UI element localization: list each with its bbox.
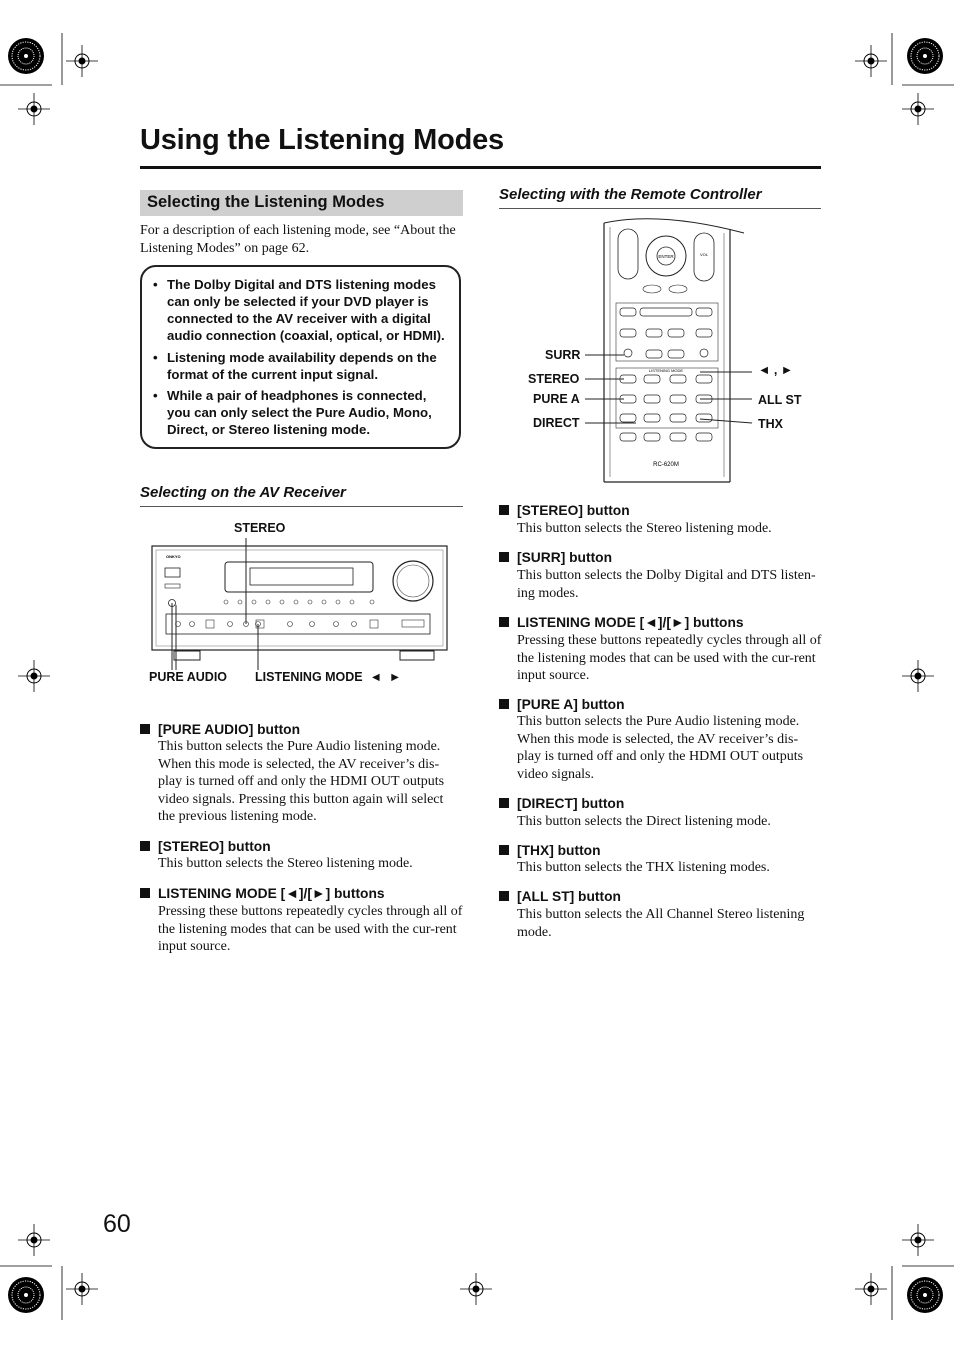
av-receiver-illustration [140,510,470,690]
callout-stereo: STEREO [528,372,580,386]
item-heading: [SURR] button [499,550,612,565]
item-description: This button selects the Dolby Digital and DTS listen-ing modes. [517,568,816,601]
svg-text:ENTER: ENTER [658,254,674,259]
svg-text:LISTENING MODE: LISTENING MODE [648,368,684,373]
item-heading: [PURE AUDIO] button [140,722,300,737]
item-description: Pressing these buttons repeatedly cycles through all of the listening modes that can be used with the cur-rent input source. [158,904,463,954]
item-heading: [THX] button [499,843,601,858]
section-title: Selecting the Listening Modes [147,193,385,211]
item-description: Pressing these buttons repeatedly cycles through all of the listening modes that can be used with the cur-rent input source. [517,633,822,683]
note-item: • While a pair of headphones is connected, you can only select the Pure Audio, Mono, Direct, or Stereo listening mode. [142,387,451,438]
note-item: • Listening mode availability depends on the format of the current input signal. [142,349,451,383]
subheading-rule [140,506,463,507]
callout-thx: THX [758,417,783,431]
intro-text: For a description of each listening mode, see “About the Listening Modes” on page 62. [140,223,456,256]
remote-model-label: RC-620M [653,462,679,468]
note-item: • The Dolby Digital and DTS listening modes can only be selected if your DVD player is connected to the AV receiver with a digital audio connection (coaxial, optical, or HDMI). [142,276,451,344]
title-rule [140,166,821,169]
svg-text:ONKYO: ONKYO [166,554,181,559]
item-heading: [STEREO] button [140,839,271,854]
callout-pure-audio: PURE AUDIO [149,670,228,684]
subheading-rule [499,208,821,209]
subheading-remote: Selecting with the Remote Controller [499,186,762,203]
callout-stereo: STEREO [234,521,286,535]
notes-box [140,265,461,449]
svg-text:VOL: VOL [699,252,709,257]
callout-pure-a: PURE A [533,392,580,406]
callout-listening-mode: LISTENING MODE ◄ ► [255,670,402,684]
item-heading: [ALL ST] button [499,889,621,904]
item-description: This button selects the Stereo listening mode. [517,521,772,536]
item-heading: LISTENING MODE [◄]/[►] buttons [499,615,744,630]
item-description: This button selects the Pure Audio listening mode. When this mode is selected, the AV receiver’s dis-play is turned off and only the HDMI OUT outputs video signals. [517,714,804,782]
item-heading: [DIRECT] button [499,796,624,811]
item-description: This button selects the Direct listening mode. [517,814,771,829]
callout-arrows: ◄ , ► [758,363,794,377]
item-description: This button selects the THX listening modes. [517,860,770,875]
callout-surr: SURR [545,348,581,362]
item-heading: [PURE A] button [499,697,625,712]
page-title: Using the Listening Modes [140,124,504,156]
section-heading [140,190,463,216]
callout-direct: DIRECT [533,416,580,430]
item-description: This button selects the Pure Audio listening mode. When this mode is selected, the AV receiver’s dis-play is turned off and only the HDMI OUT outputs video signals. Pressing this button again will select the previous listening mode. [158,739,445,824]
item-heading: LISTENING MODE [◄]/[►] buttons [140,886,385,901]
page-number: 60 [103,1210,131,1238]
callout-all-st: ALL ST [758,393,802,407]
subheading-av-receiver: Selecting on the AV Receiver [140,484,346,501]
item-description: This button selects the Stereo listening mode. [158,856,413,871]
item-heading: [STEREO] button [499,503,630,518]
remote-controller-illustration [580,215,760,485]
item-description: This button selects the All Channel Stereo listening mode. [517,907,805,940]
